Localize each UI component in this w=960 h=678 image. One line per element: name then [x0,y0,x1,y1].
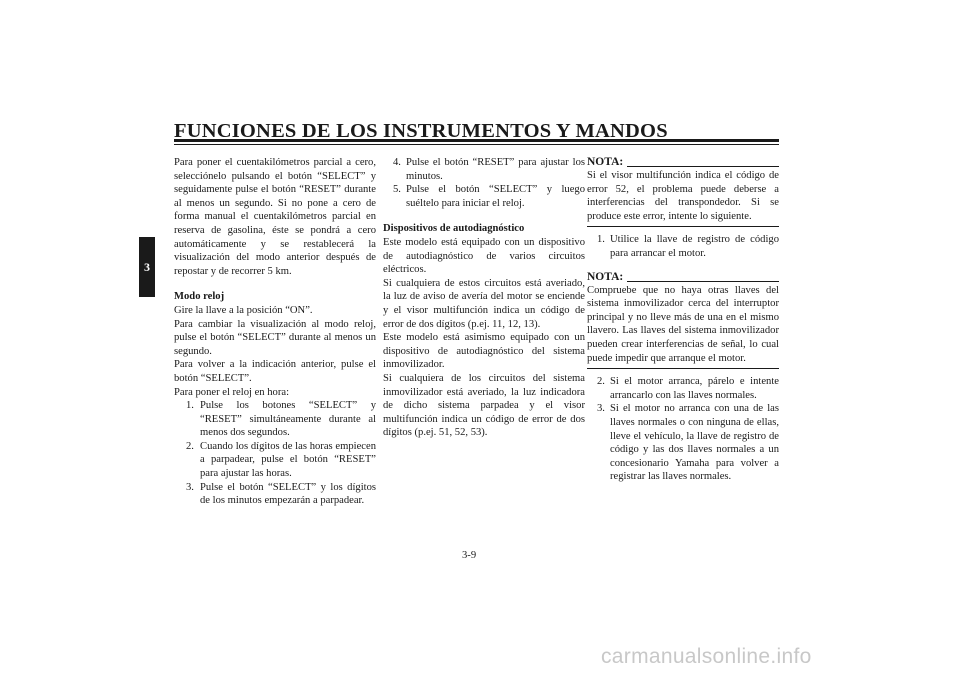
step-text: Pulse el botón “RESET” para ajustar los minutos. [406,157,585,182]
step-number: 1. [597,234,605,246]
note-end-rule [587,226,779,227]
page-title: FUNCIONES DE LOS INSTRUMENTOS Y MANDOS [174,120,668,142]
step-text: Utilice la llave de registro de código para arrancar el motor. [610,234,779,259]
diagnosis-paragraph: Si cualquiera de estos circuitos está averiado, la luz de aviso de avería del motor se enciende y el visor multifunción indica un código de error de dos dígitos (p.ej. 11, 12, 13). [383,277,585,330]
diagnosis-paragraph: Si cualquiera de los circuitos del sistema inmovilizador está averiado, la luz indicadora de dicho sistema parpadea y el visor multifunción indica un código de error de dos dígitos (p.ej. 51, 52, 53). [383,372,585,439]
note-text: Si el visor multifunción indica el código de error 52, el problema puede deberse a interferencias del transpondedor. Si se produce este error, intente lo siguiente. [587,170,779,222]
list-item [383,156,585,183]
step-text: Cuando los dígitos de las horas empiecen a parpadear, pulse el botón “RESET” para ajustar las horas. [200,440,376,480]
column-1 [174,156,376,508]
list-item [174,481,376,508]
step-number: 1. [186,400,194,412]
clock-paragraph: Para volver a la indicación anterior, pulse el botón “SELECT”. [174,359,376,384]
list-item [174,399,376,440]
step-number: 5. [393,184,401,196]
note-label: NOTA: [587,270,624,283]
list-item [587,233,779,260]
page-number: 3-9 [462,550,477,561]
self-diagnosis-heading: Dispositivos de autodiagnóstico [383,223,525,235]
step-number: 3. [186,481,194,493]
error-steps-list-cont [587,375,779,484]
clock-mode-heading: Modo reloj [174,291,225,303]
note-end-rule [587,368,779,369]
column-2 [383,156,585,440]
diagnosis-paragraph: Este modelo está equipado con un dispositivo de autodiagnóstico de varios circuitos eléctricos. [383,236,585,276]
step-number: 3. [597,403,605,415]
list-item [174,440,376,481]
diagnosis-paragraph: Este modelo está asimismo equipado con un dispositivo de autodiagnóstico del sistema inmovilizador. [383,332,585,371]
title-rule-thin [174,144,779,145]
list-item [587,402,779,484]
title-rule [174,139,779,142]
note-header [587,156,779,169]
step-text: Pulse los botones “SELECT” y “RESET” simultáneamente durante al menos dos segundos. [200,400,376,439]
note-rule [627,281,779,282]
note-text: Compruebe que no haya otras llaves del sistema inmovilizador cerca del interruptor principal y no lleve más de una en el mismo llavero. Las llaves del sistema inmovilizador pueden crear interferencias de señal, lo cual puede impedir que arranque el motor. [587,284,779,364]
step-number: 4. [393,157,401,168]
step-text: Si el motor no arranca con una de las llaves normales o con ninguna de ellas, lleve el vehículo, la llave de registro de código y las dos llaves normales a un concesionario Yamaha para volver a registrar las llaves normales. [610,403,779,483]
column-3 [587,156,779,484]
clock-paragraph: Para cambiar la visualización al modo reloj, pulse el botón “SELECT” durante al menos un segundo. [174,318,376,357]
chapter-tab: 3 [139,237,155,297]
clock-paragraph: Para poner el reloj en hora: [174,386,290,398]
step-text: Pulse el botón “SELECT” y luego suéltelo para iniciar el reloj. [406,184,585,209]
error-steps-list [587,233,779,260]
step-number: 2. [186,440,194,452]
step-text: Pulse el botón “SELECT” y los dígitos de los minutos empezarán a parpadear. [200,481,376,507]
step-text: Si el motor arranca, párelo e intente arrancarlo con las llaves normales. [610,376,779,401]
trip-reset-paragraph: Para poner el cuentakilómetros parcial a cero, selecciónelo pulsando el botón “SELECT” y seguidamente pulse el botón “RESET” durante al menos un segundo. Si no pone a cero de forma manual el cuentakilómetros parcial en reserva de gasolina, éste se pondrá a cero automáticamente y se restablecerá la visualización del modo anterior después de repostar y de recorrer 5 km. [174,157,376,277]
clock-steps-list-cont [383,156,585,210]
note-rule [627,166,779,167]
list-item [587,375,779,402]
note-header [587,271,779,284]
note-block [587,271,779,370]
clock-paragraph: Gire la llave a la posición “ON”. [174,304,313,316]
watermark-text: carmanualsonline.info [601,645,812,668]
list-item [383,183,585,210]
clock-steps-list [174,399,376,508]
note-label: NOTA: [587,156,624,168]
step-number: 2. [597,376,605,388]
